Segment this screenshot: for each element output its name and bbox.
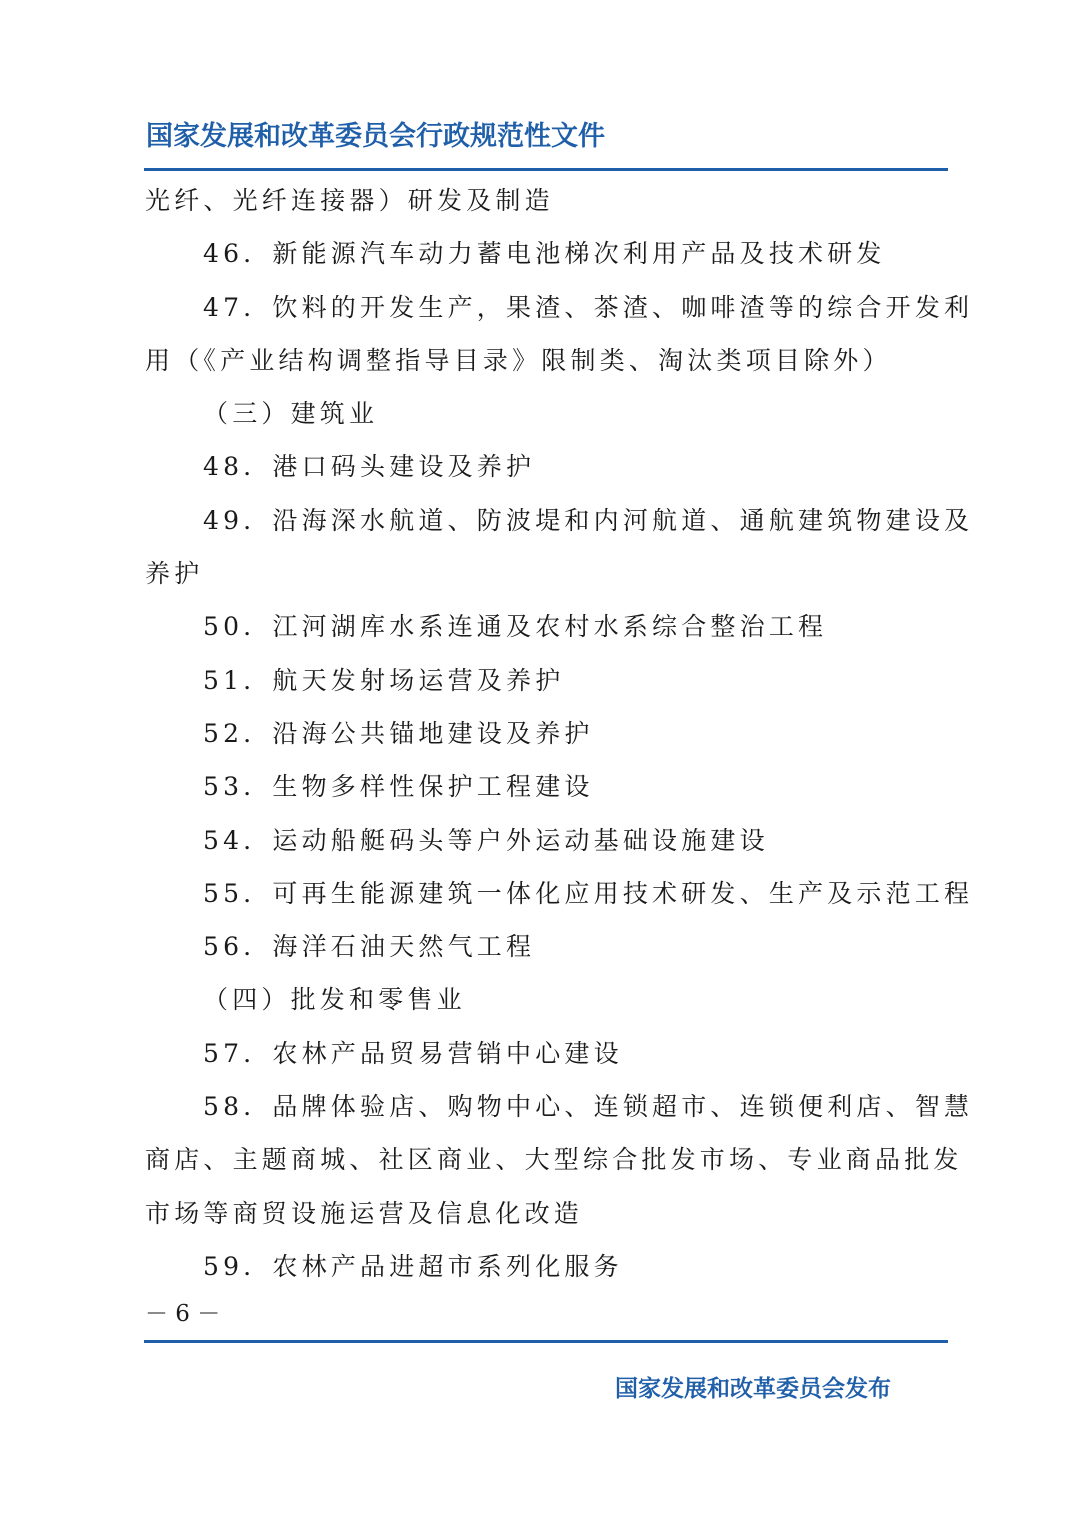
list-item-47: 47．饮料的开发生产，果渣、茶渣、咖啡渣等的综合开发利 [203,292,974,322]
paragraph-line: 市场等商贸设施运营及信息化改造 [145,1198,584,1228]
document-header-title: 国家发展和改革委员会行政规范性文件 [146,121,605,152]
paragraph-line: 商店、主题商城、社区商业、大型综合批发市场、专业商品批发 [145,1145,963,1175]
list-item-56: 56．海洋石油天然气工程 [203,932,536,962]
header-divider [144,168,948,171]
paragraph-line: 用（《产业结构调整指导目录》限制类、淘汰类项目除外） [145,345,892,375]
list-item-48: 48．港口码头建设及养护 [203,452,536,482]
page-number: － 6 － [145,1301,221,1327]
paragraph-line: 光纤、光纤连接器）研发及制造 [145,186,554,215]
footer-divider [144,1340,948,1343]
section-heading-wholesale-retail: （四）批发和零售业 [203,985,466,1015]
paragraph-line: 养护 [145,559,204,589]
section-heading-construction: （三）建筑业 [203,399,379,429]
list-item-59: 59．农林产品进超市系列化服务 [203,1251,623,1281]
list-item-49: 49．沿海深水航道、防波堤和内河航道、通航建筑物建设及 [203,505,974,535]
list-item-55: 55．可再生能源建筑一体化应用技术研发、生产及示范工程 [203,878,974,908]
footer-publisher: 国家发展和改革委员会发布 [615,1376,891,1402]
list-item-58: 58．品牌体验店、购物中心、连锁超市、连锁便利店、智慧 [203,1092,974,1122]
list-item-57: 57．农林产品贸易营销中心建设 [203,1038,623,1068]
list-item-51: 51．航天发射场运营及养护 [203,665,565,695]
list-item-50: 50．江河湖库水系连通及农村水系综合整治工程 [203,612,828,642]
document-body [145,174,974,1293]
list-item-53: 53．生物多样性保护工程建设 [203,772,594,802]
list-item-54: 54．运动船艇码头等户外运动基础设施建设 [203,825,769,855]
list-item-52: 52．沿海公共锚地建设及养护 [203,718,594,748]
list-item-46: 46．新能源汽车动力蓄电池梯次利用产品及技术研发 [203,239,886,269]
